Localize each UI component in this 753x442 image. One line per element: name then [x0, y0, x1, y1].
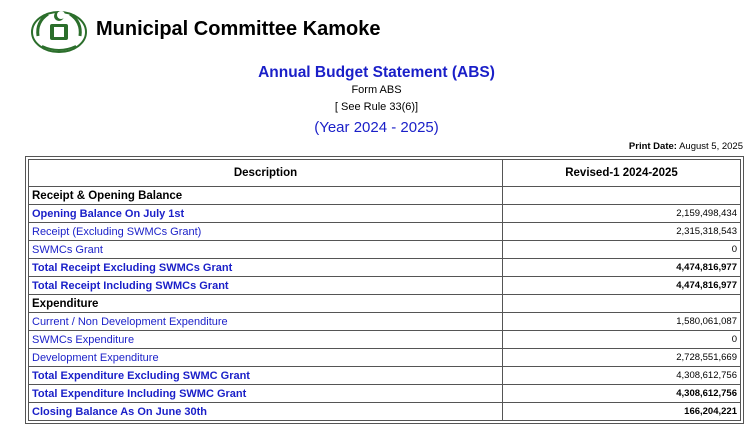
- table-section-row: [29, 295, 741, 313]
- table-header-row: [29, 160, 741, 187]
- table-row: [29, 367, 741, 385]
- table-row: [29, 259, 741, 277]
- table-row: [29, 349, 741, 367]
- fiscal-year: (Year 2024 - 2025): [314, 119, 439, 136]
- row-description: SWMCs Expenditure: [29, 331, 503, 349]
- section-empty-cell: [503, 187, 741, 205]
- punjab-government-logo: [28, 6, 90, 58]
- page-title: Annual Budget Statement (ABS): [258, 64, 495, 81]
- table-row: [29, 277, 741, 295]
- row-description: Total Expenditure Including SWMC Grant: [29, 385, 503, 403]
- table-row: [29, 223, 741, 241]
- row-amount: 0: [503, 241, 741, 259]
- table-row: [29, 331, 741, 349]
- row-amount: 166,204,221: [503, 403, 741, 421]
- table-row: [29, 385, 741, 403]
- row-amount: 1,580,061,087: [503, 313, 741, 331]
- table-body: [29, 187, 741, 421]
- row-description: Total Expenditure Excluding SWMC Grant: [29, 367, 503, 385]
- row-amount: 0: [503, 331, 741, 349]
- row-description: Total Receipt Excluding SWMCs Grant: [29, 259, 503, 277]
- row-amount: 4,308,612,756: [503, 367, 741, 385]
- header: [28, 6, 90, 58]
- section-label: Receipt & Opening Balance: [29, 187, 503, 205]
- table-row: [29, 403, 741, 421]
- row-description: Development Expenditure: [29, 349, 503, 367]
- row-description: SWMCs Grant: [29, 241, 503, 259]
- org-name: Municipal Committee Kamoke: [96, 18, 381, 40]
- row-description: Current / Non Development Expenditure: [29, 313, 503, 331]
- row-description: Opening Balance On July 1st: [29, 205, 503, 223]
- row-amount: 4,474,816,977: [503, 277, 741, 295]
- rule-reference: [ See Rule 33(6)]: [334, 101, 419, 113]
- row-amount: 2,728,551,669: [503, 349, 741, 367]
- row-amount: 4,474,816,977: [503, 259, 741, 277]
- row-description: Total Receipt Including SWMCs Grant: [29, 277, 503, 295]
- print-date: [629, 141, 743, 152]
- row-amount: 2,315,318,543: [503, 223, 741, 241]
- budget-table: [28, 159, 741, 421]
- form-label: Form ABS: [351, 84, 402, 96]
- column-header-description: Description: [29, 160, 503, 187]
- row-description: Closing Balance As On June 30th: [29, 403, 503, 421]
- print-date-label: Print Date:: [628, 141, 677, 152]
- section-label: Expenditure: [29, 295, 503, 313]
- row-amount: 4,308,612,756: [503, 385, 741, 403]
- section-empty-cell: [503, 295, 741, 313]
- table-section-row: [29, 187, 741, 205]
- row-amount: 2,159,498,434: [503, 205, 741, 223]
- table-row: [29, 241, 741, 259]
- row-description: Receipt (Excluding SWMCs Grant): [29, 223, 503, 241]
- table-row: [29, 205, 741, 223]
- column-header-revised: Revised-1 2024-2025: [503, 160, 741, 187]
- table-row: [29, 313, 741, 331]
- budget-table-wrapper: [25, 156, 744, 424]
- print-date-value: August 5, 2025: [679, 141, 743, 152]
